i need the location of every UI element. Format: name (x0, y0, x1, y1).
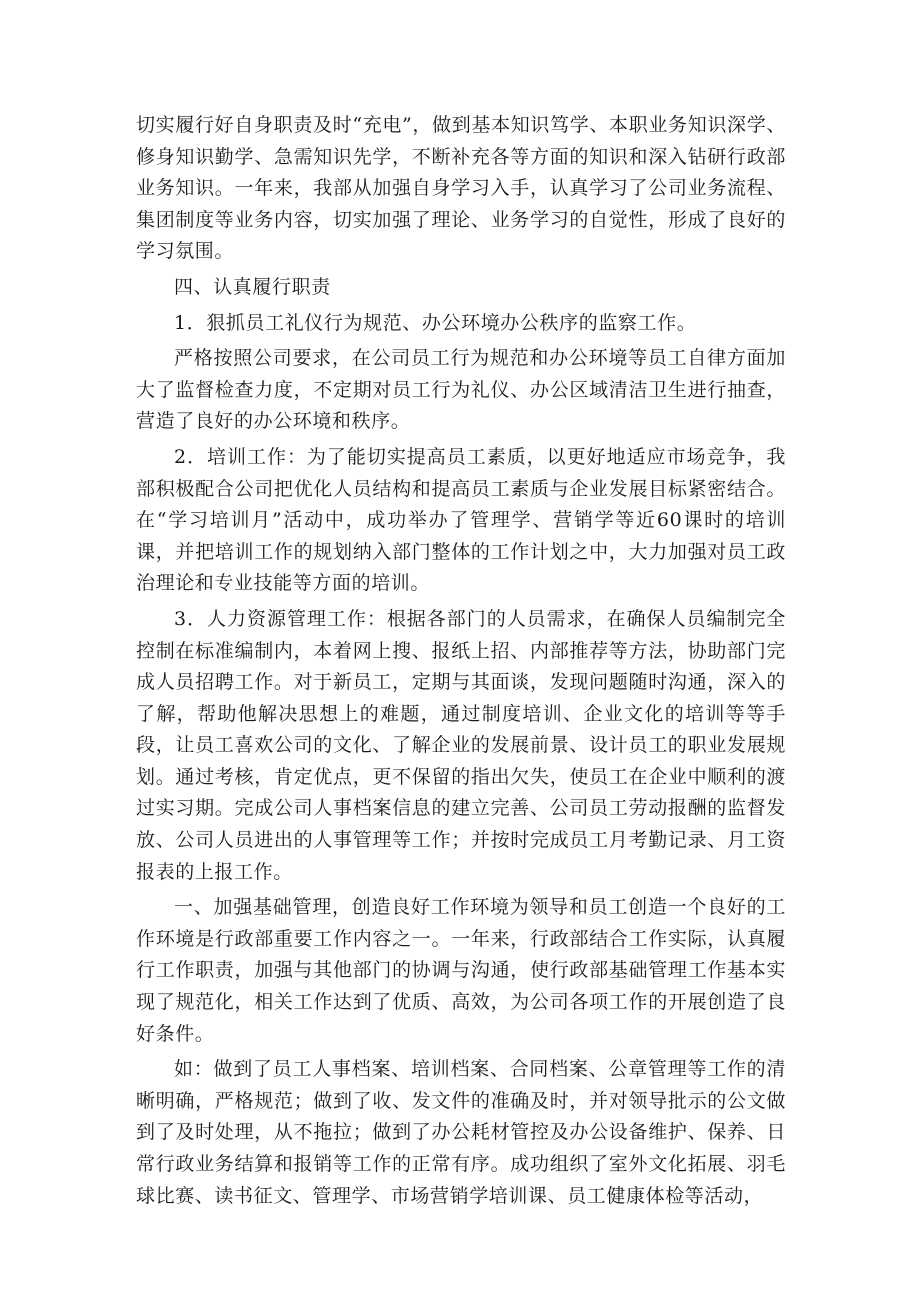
paragraph-examples: 如：做到了员工人事档案、培训档案、合同档案、公章管理等工作的清晰明确，严格规范；做到了收、发文件的准确及时，并对领导批示的公文做到了及时处理，从不拖拉；做到了办公耗材管控及办公设备维护、保养、日常行政业务结算和报销等工作的正常有序。成功组织了室外文化拓展、羽毛球比赛、读书征文、管理学、市场营销学培训课、员工健康体检等活动， (136, 1058, 786, 1207)
section-heading-duties: 四、认真履行职责 (174, 275, 331, 298)
item-heading-etiquette: 1．狠抓员工礼仪行为规范、办公环境办公秩序的监察工作。 (174, 311, 697, 334)
paragraph-etiquette: 严格按照公司要求，在公司员工行为规范和办公环境等员工自律方面加大了监督检查力度，不定期对员工行为礼仪、办公区域清洁卫生进行抽查，营造了良好的办公环境和秩序。 (136, 347, 786, 433)
paragraph-study: 切实履行好自身职责及时“充电”，做到基本知识笃学、本职业务知识深学、修身知识勤学、急需知识先学，不断补充各等方面的知识和深入钻研行政部业务知识。一年来，我部从加强自身学习入手，认真学习了公司业务流程、集团制度等业务内容，切实加强了理论、业务学习的自觉性，形成了良好的学习氛围。 (136, 114, 786, 263)
document-body (136, 110, 786, 1212)
paragraph-basic-management: 一、加强基础管理，创造良好工作环境为领导和员工创造一个良好的工作环境是行政部重要工作内容之一。一年来，行政部结合工作实际，认真履行工作职责，加强与其他部门的协调与沟通，使行政部基础管理工作基本实现了规范化，相关工作达到了优质、高效，为公司各项工作的开展创造了良好条件。 (136, 896, 786, 1045)
paragraph-training: 2．培训工作：为了能切实提高员工素质，以更好地适应市场竞争，我部积极配合公司把优化人员结构和提高员工素质与企业发展目标紧密结合。在“学习培训月”活动中，成功举办了管理学、营销学等近60课时的培训课，并把培训工作的规划纳入部门整体的工作计划之中，大力加强对员工政治理论和专业技能等方面的培训。 (136, 445, 786, 595)
paragraph-hr-management: 3．人力资源管理工作：根据各部门的人员需求，在确保人员编制完全控制在标准编制内，本着网上搜、报纸上招、内部推荐等方法，协助部门完成人员招聘工作。对于新员工，定期与其面谈，发现问题随时沟通，深入的了解，帮助他解决思想上的难题，通过制度培训、企业文化的培训等等手段，让员工喜欢公司的文化、了解企业的发展前景、设计员工的职业发展规划。通过考核，肯定优点，更不保留的指出欠失，使员工在企业中顺利的渡过实习期。完成公司人事档案信息的建立完善、公司员工劳动报酬的监督发放、公司人员进出的人事管理等工作；并按时完成员工月考勤记录、月工资报表的上报工作。 (136, 607, 786, 883)
